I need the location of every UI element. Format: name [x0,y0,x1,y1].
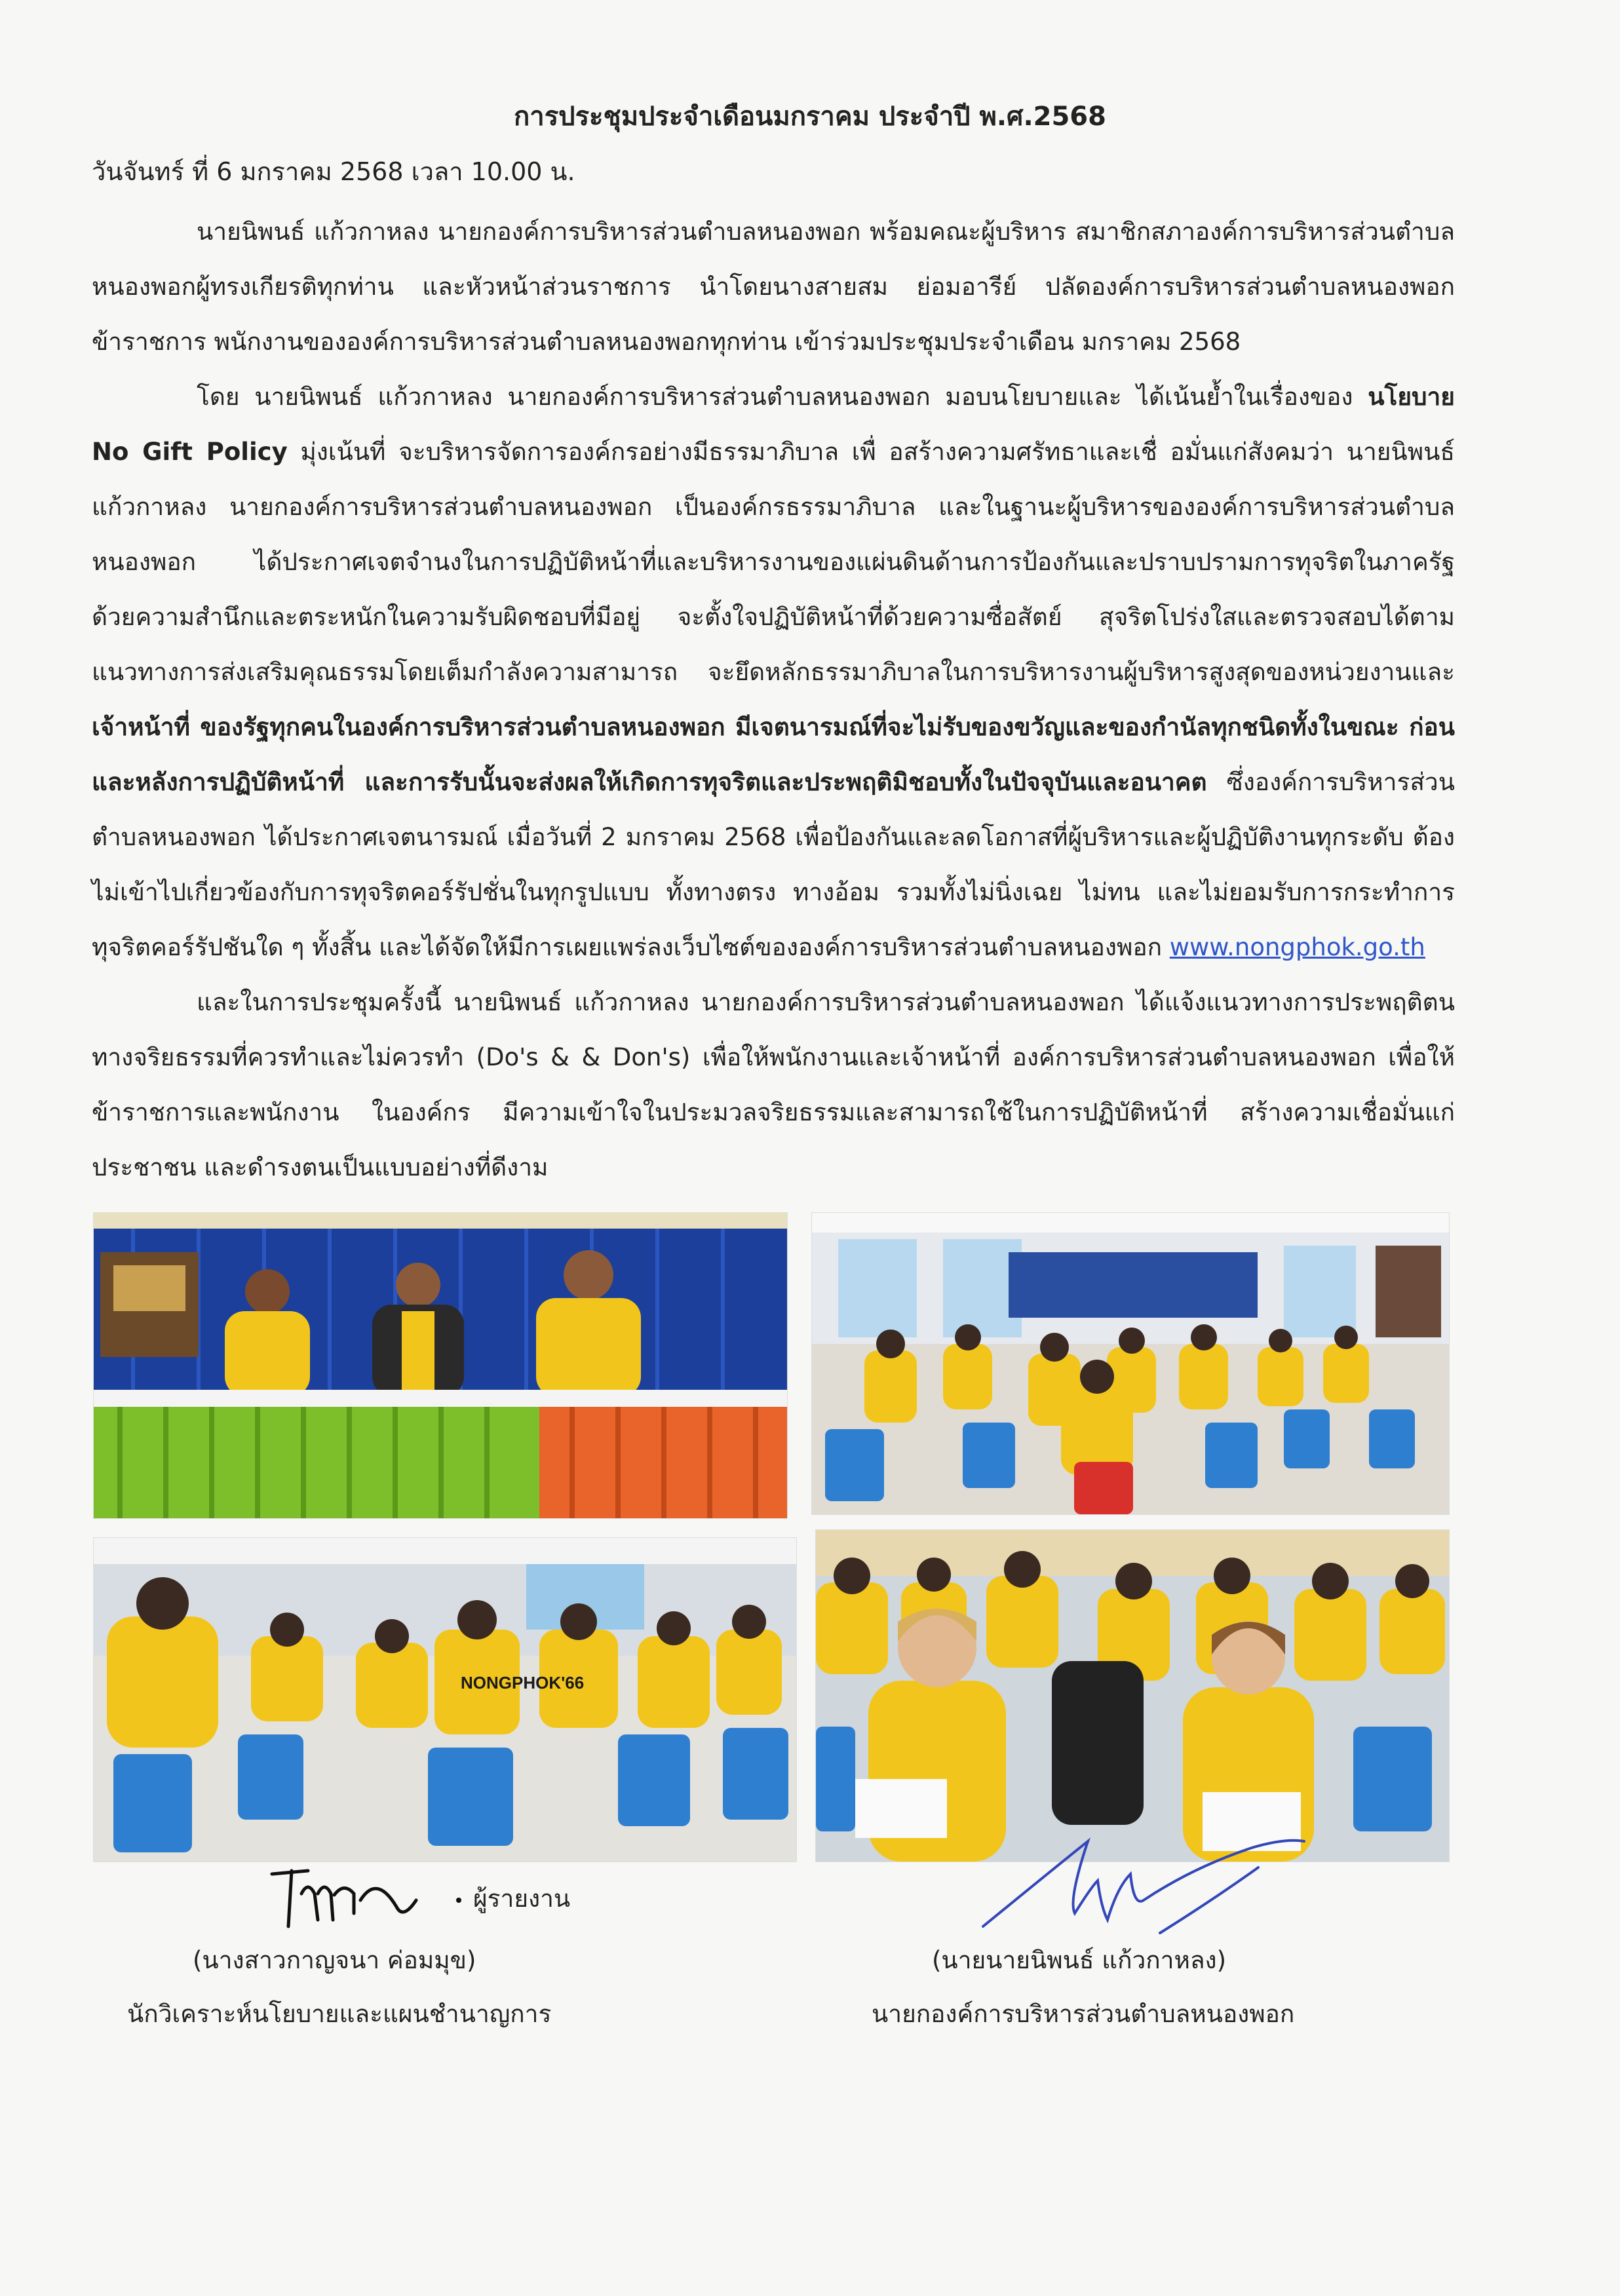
mayor-title: นายกองค์การบริหารส่วนตำบลหนองพอก [872,2000,1295,2028]
policy-announcement: ซึ่งองค์การบริหารส่วนตำบลหนองพอก ได้ประกาศเจตนารมณ์ เมื่อวันที่ 2 มกราคม 2568 เพื่อป้องกันและลดโอกาสที่ผู้บริหารและผู้ปฏิบัติงานทุกระดับ ต้องไม่เข้าไปเกี่ยวข้องกับการทุจริตคอร์รัปชั่นในทุกรูปแบบ ทั้งทางตรง ทางอ้อม รวมทั้งไม่นิ่งเฉย ไม่ทน และไม่ยอมรับการกระทำการทุจริตคอร์รัปชันใด ๆ ทั้งสิ้น และได้จัดให้มีการเผยแพร่ลงเว็บไซต์ขององค์การบริหารส่วนตำบลหนองพอก [92,768,1455,961]
reporter-name: (นางสาวกาญจนา ค่อมมุข) [193,1946,476,1974]
document-title: การประชุมประจำเดือนมกราคม ประจำปี พ.ศ.2568 [514,102,1106,132]
policy-intro: โดย นายนิพนธ์ แก้วกาหลง นายกองค์การบริหารส่วนตำบลหนองพอก มอบนโยบายและ ได้เน้นย้ำในเรื่องของ [197,383,1368,411]
meeting-dateline: วันจันทร์ ที่ 6 มกราคม 2568 เวลา 10.00 น. [92,157,575,186]
policy-name: นโยบาย No Gift Policy [92,383,1455,466]
photo-head-table [93,1212,788,1519]
document-body [92,204,1455,1195]
paragraph-ethics: และในการประชุมครั้งนี้ นายนิพนธ์ แก้วกาหลง นายกองค์การบริหารส่วนตำบลหนองพอก ได้แจ้งแนวทางการประพฤติตนทางจริยธรรมที่ควรทำและไม่ควรทำ (Do's & & Don's) เพื่อให้พนักงานและเจ้าหน้าที่ องค์การบริหารส่วนตำบลหนองพอก เพื่อให้ข้าราชการและพนักงาน ในองค์กร มีความเข้าใจในประมวลจริยธรรมและสามารถใช้ในการปฏิบัติหน้าที่ สร้างความเชื่อมั่นแก่ประชาชน และดำรงตนเป็นแบบอย่างที่ดีงาม [92,988,1455,1181]
shirt-print-text: NONGPHOK'66 [461,1673,585,1693]
photo-attendees-closeup [815,1529,1450,1862]
mayor-signature [976,1828,1311,1940]
reporter-label: ผู้รายงาน [473,1885,571,1913]
paragraph-policy [92,370,1455,975]
photo-meeting-hall [811,1212,1450,1515]
policy-emphasis: เจ้าหน้าที่ ของรัฐทุกคนในองค์การบริหารส่วนตำบลหนองพอก มีเจตนารมณ์ที่จะไม่รับของขวัญและของกำนัลทุกชนิดทั้งในขณะ ก่อน และหลังการปฏิบัติหน้าที่ และการรับนั้นจะส่งผลให้เกิดการทุจริตและประพฤติมิชอบทั้งในปัจจุบันและอนาคต [92,713,1455,796]
reporter-signature [262,1854,472,1933]
mayor-name: (นายนายนิพนธ์ แก้วกาหลง) [932,1946,1227,1974]
photo-seated-attendees [93,1537,797,1862]
paragraph-attendees: นายนิพนธ์ แก้วกาหลง นายกองค์การบริหารส่วนตำบลหนองพอก พร้อมคณะผู้บริหาร สมาชิกสภาองค์การบริหารส่วนตำบลหนองพอกผู้ทรงเกียรติทุกท่าน และหัวหน้าส่วนราชการ นำโดยนางสายสม ย่อมอารีย์ ปลัดองค์การบริหารส่วนตำบลหนองพอก ข้าราชการ พนักงานขององค์การบริหารส่วนตำบลหนองพอกทุกท่าน เข้าร่วมประชุมประจำเดือน มกราคม 2568 [92,218,1455,356]
website-link[interactable]: www.nongphok.go.th [1169,933,1425,961]
reporter-title: นักวิเคราะห์นโยบายและแผนชำนาญการ [127,2000,552,2028]
policy-body: มุ่งเน้นที่ จะบริหารจัดการองค์กรอย่างมีธรรมาภิบาล เพื่ อสร้างความศรัทธาและเชื่ อมั่นแก่สังคมว่า นายนิพนธ์ แก้วกาหลง นายกองค์การบริหารส่วนตำบลหนองพอก เป็นองค์กรธรรมาภิบาล และในฐานะผู้บริหารขององค์การบริหารส่วนตำบลหนองพอก ได้ประกาศเจตจำนงในการปฏิบัติหน้าที่และบริหารงานของแผ่นดินด้านการป้องกันและปราบปรามการทุจริตในภาครัฐ ด้วยความสำนึกและตระหนักในความรับผิดชอบที่มีอยู่ จะตั้งใจปฏิบัติหน้าที่ด้วยความซื่อสัตย์ สุจริตโปร่งใสและตรวจสอบได้ตามแนวทางการส่งเสริมคุณธรรมโดยเต็มกำลังความสามารถ จะยึดหลักธรรมาภิบาลในการบริหารงานผู้บริหารสูงสุดของหน่วยงานและ [92,438,1455,686]
